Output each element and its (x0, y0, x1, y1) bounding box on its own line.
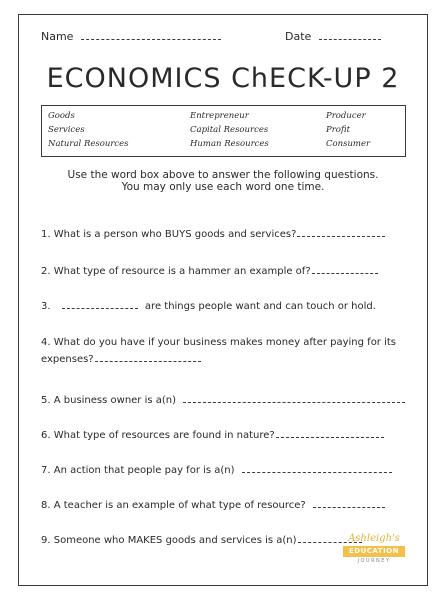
answer-blank (312, 264, 378, 274)
answer-blank (297, 227, 385, 237)
instructions (19, 169, 427, 193)
question-number: 3. (41, 301, 51, 312)
name-field (41, 29, 221, 43)
question-number: 5. (41, 395, 51, 406)
word-box-item: Goods (48, 111, 75, 121)
date-label: Date (285, 30, 312, 43)
word-box-item: Producer (326, 111, 366, 121)
question-5 (41, 393, 413, 408)
word-box-item: Consumer (326, 139, 371, 149)
instructions-line-2: You may only use each word one time. (121, 181, 325, 193)
word-box-item: Entrepreneur (190, 111, 249, 121)
date-blank (319, 29, 381, 40)
logo-script-text: Ashleigh's (348, 533, 400, 544)
question-6 (41, 428, 413, 443)
question-text: What do you have if your business makes money after paying for its expenses? (41, 337, 397, 365)
logo-sub-text: JOURNEY (357, 558, 391, 564)
page-title: ECONOMICS ChECK-UP 2 (46, 63, 400, 94)
answer-blank (276, 428, 384, 438)
question-text: Someone who MAKES goods and services is a(n) (53, 535, 297, 546)
question-number: 1. (41, 229, 51, 240)
worksheet-page (18, 14, 428, 586)
answer-blank (62, 299, 138, 309)
instructions-line-1: Use the word box above to answer the following questions. (67, 169, 379, 181)
question-8 (41, 498, 413, 513)
question-1 (41, 227, 413, 242)
question-text: are things people want and can touch or hold. (144, 301, 376, 312)
answer-blank (313, 498, 385, 508)
question-3 (41, 299, 413, 314)
word-box-item: Capital Resources (190, 125, 269, 135)
question-7 (41, 463, 413, 478)
name-label: Name (41, 30, 74, 43)
name-blank (81, 29, 221, 40)
question-text: What type of resources are found in nature? (53, 430, 275, 441)
question-number: 4. (41, 337, 51, 348)
question-number: 8. (41, 500, 51, 511)
word-box (41, 105, 406, 157)
date-field (285, 29, 381, 43)
word-box-item: Human Resources (190, 139, 269, 149)
question-2 (41, 264, 413, 279)
word-box-item: Services (48, 125, 85, 135)
answer-blank (183, 393, 405, 403)
question-number: 9. (41, 535, 51, 546)
question-number: 7. (41, 465, 51, 476)
question-text: A business owner is a(n) (53, 395, 177, 406)
question-number: 6. (41, 430, 51, 441)
question-text: What type of resource is a hammer an example of? (53, 266, 311, 277)
question-text: An action that people pay for is a(n) (53, 465, 235, 476)
question-4 (41, 334, 413, 368)
answer-blank (242, 463, 392, 473)
logo-main-text: EDUCATION (343, 546, 405, 557)
word-box-item: Profit (326, 125, 350, 135)
word-box-item: Natural Resources (48, 139, 129, 149)
question-number: 2. (41, 266, 51, 277)
question-text: What is a person who BUYS goods and services? (53, 229, 297, 240)
question-text: A teacher is an example of what type of resource? (53, 500, 306, 511)
brand-logo (343, 533, 405, 567)
answer-blank (95, 352, 201, 362)
